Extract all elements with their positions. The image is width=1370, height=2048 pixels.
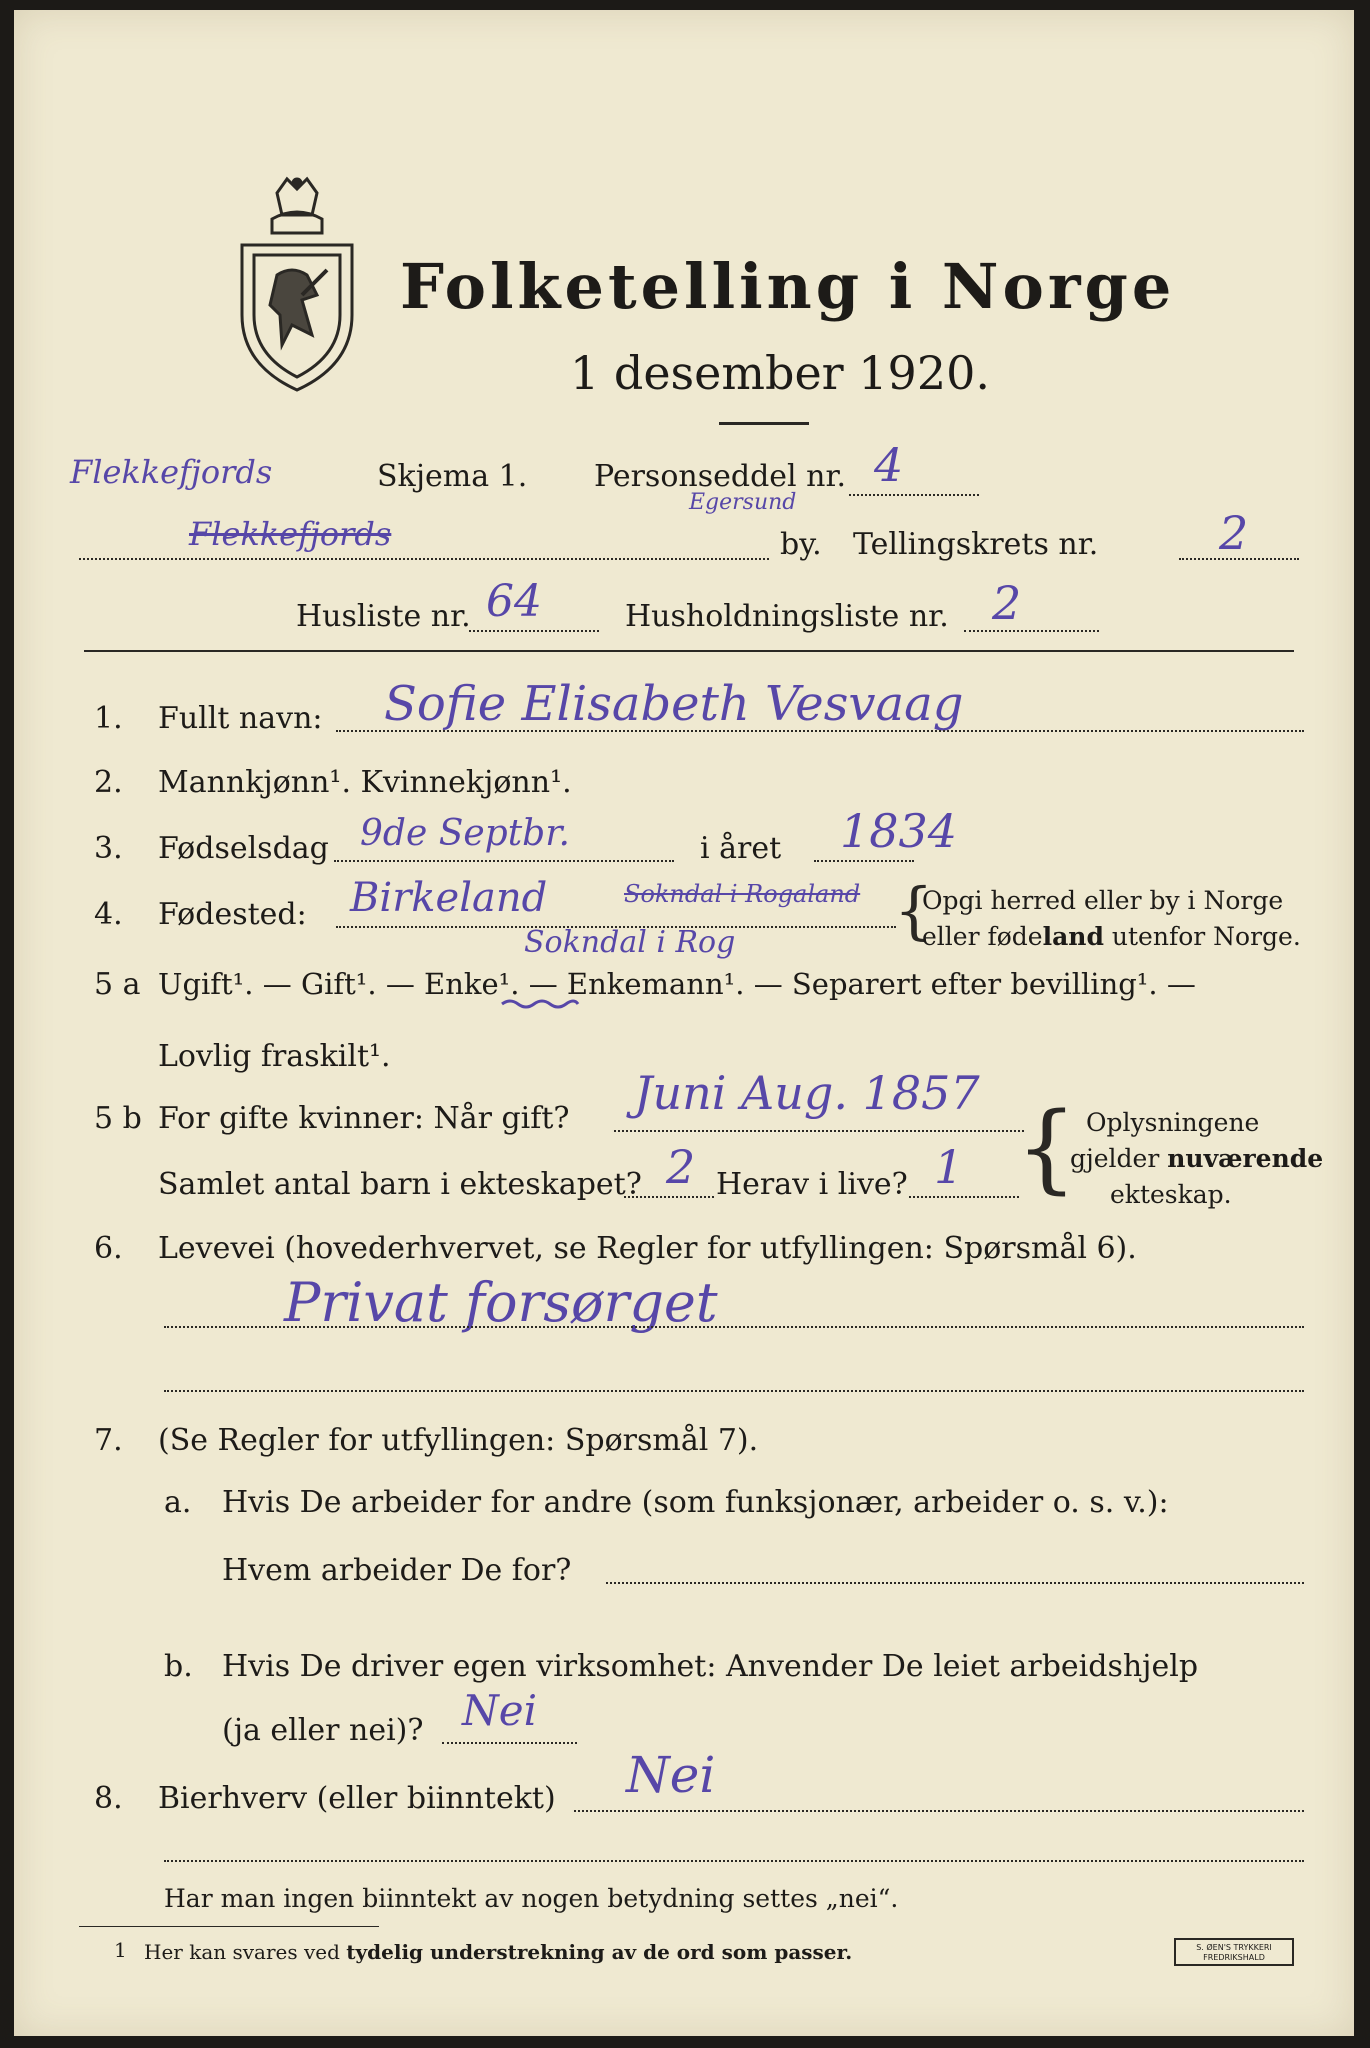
- q7a-label: Hvis De arbeider for andre (som funksjonær, arbeider o. s. v.):: [222, 1485, 1169, 1520]
- q5b-note2b: nuværende: [1167, 1144, 1324, 1173]
- tellingskrets-label: Tellingskrets nr.: [853, 527, 1099, 562]
- q5b-number: 5 b: [94, 1101, 142, 1136]
- q4-note1: Opgi herred eller by i Norge: [922, 886, 1284, 915]
- q7b-dots: [442, 1742, 577, 1744]
- by-line-handwriting: Flekkefjords: [189, 515, 392, 553]
- q5b-note3: ekteskap.: [1110, 1180, 1232, 1209]
- q8-answer: Nei: [626, 1746, 716, 1804]
- q3-year-dots: [814, 860, 914, 862]
- q7-label: (Se Regler for utfyllingen: Spørsmål 7).: [158, 1423, 759, 1458]
- q4-answer-struck: Sokndal i Rogaland: [624, 880, 861, 908]
- by-line-dots: [79, 558, 769, 560]
- q5b-answer: Juni Aug. 1857: [634, 1066, 980, 1120]
- q1-dots: [336, 730, 1304, 732]
- q1-answer: Sofie Elisabeth Vesvaag: [384, 676, 964, 732]
- q5b-label: For gifte kvinner: Når gift?: [158, 1101, 570, 1136]
- q5a-label: Ugift¹. — Gift¹. — Enke¹. — Enkemann¹. — Separert efter bevilling¹. —: [158, 967, 1196, 1001]
- q5b-label3: Herav i live?: [716, 1167, 908, 1202]
- husholdningsliste-dots: [964, 630, 1099, 632]
- q8-dots2: [164, 1860, 1304, 1862]
- q6-dots2: [164, 1390, 1304, 1392]
- q5b-dots: [614, 1130, 1024, 1132]
- skjema-label: Skjema 1.: [377, 459, 528, 494]
- q3-label: Fødselsdag: [158, 831, 329, 866]
- q4-label: Fødested:: [158, 897, 307, 932]
- q7b-label: Hvis De driver egen virksomhet: Anvender De leiet arbeidshjelp: [222, 1649, 1199, 1684]
- q7a-dots: [606, 1582, 1304, 1584]
- footnote-a: Her kan svares ved: [144, 1940, 347, 1964]
- coat-of-arms-icon: [232, 175, 362, 395]
- husholdningsliste-label: Husholdningsliste nr.: [625, 599, 949, 634]
- personseddel-dots: [849, 494, 979, 496]
- footnote-text: [144, 1942, 852, 1962]
- q2-label: Mannkjønn¹. Kvinnekjønn¹.: [158, 765, 572, 800]
- q4-note2b: land: [1042, 922, 1104, 951]
- form-title: Folketelling i Norge: [400, 250, 1176, 323]
- q5b-brace: {: [1016, 1092, 1078, 1204]
- tellingskrets-value: 2: [1219, 506, 1249, 560]
- personseddel-label: Personseddel nr.: [594, 459, 847, 494]
- personseddel-value: 4: [874, 438, 904, 492]
- husholdningsliste-value: 2: [992, 576, 1022, 630]
- q3-year-answer: 1834: [840, 804, 958, 858]
- q5b-answer2: 2: [666, 1140, 696, 1194]
- by-label: by.: [780, 527, 822, 562]
- q8-dots: [574, 1810, 1304, 1812]
- q1-number: 1.: [94, 701, 123, 736]
- q5a-underline-mark: [500, 996, 580, 1012]
- q3-year-label: i året: [700, 831, 782, 866]
- q3-answer: 9de Septbr.: [360, 813, 570, 854]
- by-line-handwriting-over: Egersund: [689, 490, 797, 515]
- q6-label: Levevei (hovederhvervet, se Regler for utfyllingen: Spørsmål 6).: [158, 1231, 1137, 1266]
- q4-note2: [922, 924, 1301, 949]
- form-date: 1 desember 1920.: [570, 346, 990, 400]
- header-divider: [84, 650, 1294, 652]
- q3-dots: [334, 860, 674, 862]
- q5b-note1: Oplysningene: [1086, 1108, 1260, 1137]
- q3-number: 3.: [94, 831, 123, 866]
- q4-note2a: eller føde: [922, 922, 1043, 951]
- tellingskrets-dots: [1179, 558, 1299, 560]
- q4-brace: {: [894, 874, 934, 947]
- q5a-label2: Lovlig fraskilt¹.: [158, 1039, 391, 1074]
- q7a-label2: Hvem arbeider De for?: [222, 1553, 572, 1588]
- footer-note: Har man ingen biinntekt av nogen betydning settes „nei“.: [164, 1884, 899, 1913]
- q4-dots: [336, 926, 896, 928]
- q5a-number: 5 a: [94, 967, 141, 1002]
- census-form: [14, 10, 1354, 2036]
- q4-note2c: utenfor Norge.: [1103, 922, 1301, 951]
- printer-stamp: S. ØEN'S TRYKKERI FREDRIKSHALD: [1174, 1938, 1294, 1966]
- q7b-answer: Nei: [462, 1686, 538, 1735]
- footnote-number: 1: [114, 1938, 127, 1962]
- q4-answer: Birkeland: [350, 875, 548, 921]
- q1-label: Fullt navn:: [158, 701, 323, 736]
- q5b-note2: [1070, 1146, 1323, 1171]
- q5b-answer3: 1: [934, 1140, 964, 1194]
- q8-number: 8.: [94, 1781, 123, 1816]
- q4-answer-under: Sokndal i Rog: [524, 925, 736, 960]
- q7a-letter: a.: [164, 1485, 192, 1520]
- footnote-rule: [79, 1926, 379, 1927]
- husliste-label: Husliste nr.: [296, 599, 471, 634]
- husliste-dots: [469, 630, 599, 632]
- q5b-dots2: [624, 1196, 714, 1198]
- q7b-letter: b.: [164, 1649, 193, 1684]
- q5b-note2a: gjelder: [1070, 1144, 1168, 1173]
- q5b-dots3: [909, 1196, 1019, 1198]
- q4-number: 4.: [94, 897, 123, 932]
- q7b-label2: (ja eller nei)?: [222, 1713, 424, 1748]
- q6-number: 6.: [94, 1231, 123, 1266]
- q5b-label2: Samlet antal barn i ekteskapet?: [158, 1167, 642, 1202]
- q8-label: Bierhverv (eller biinntekt): [158, 1781, 556, 1816]
- q2-number: 2.: [94, 765, 123, 800]
- q7-number: 7.: [94, 1423, 123, 1458]
- town-handwriting: Flekkefjords: [70, 453, 273, 491]
- title-rule: [719, 422, 809, 425]
- husliste-value: 64: [486, 576, 542, 627]
- q6-dots1: [164, 1326, 1304, 1328]
- q6-answer: Privat forsørget: [284, 1271, 718, 1334]
- footnote-b: tydelig understrekning av de ord som passer.: [346, 1940, 853, 1964]
